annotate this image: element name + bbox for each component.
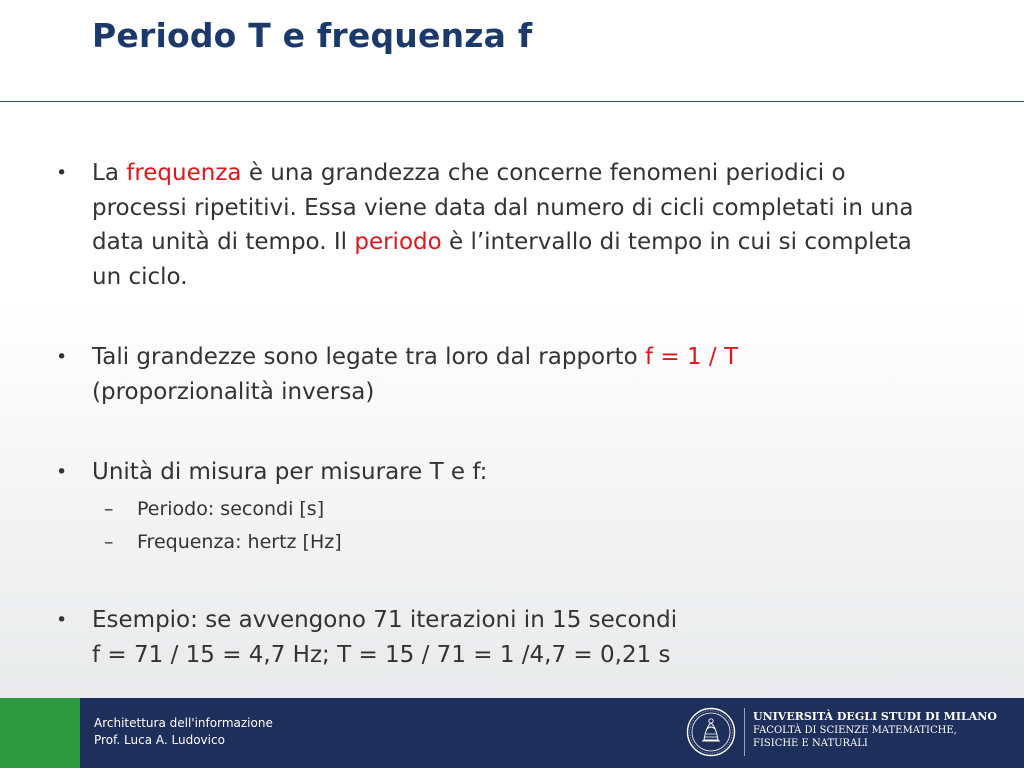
- bullet-marker: •: [56, 162, 68, 184]
- footer-accent-block: [0, 698, 80, 768]
- university-name: UNIVERSITÀ DEGLI STUDI DI MILANO: [753, 710, 997, 723]
- slide-footer: [0, 698, 1024, 768]
- faculty-name-line1: FACOLTÀ DI SCIENZE MATEMATICHE,: [753, 725, 957, 736]
- title-divider: [0, 101, 1024, 102]
- bullet-text: La frequenza è una grandezza che concerne fenomeni periodici o processi ripetitivi. Essa viene data dal numero di cicli completati in una data unità di tempo. Il periodo è l’intervallo di tempo in cui si completa un ciclo.: [92, 160, 914, 290]
- bullet-text: Tali grandezze sono legate tra loro dal rapporto f = 1 / T (proporzionalità inversa): [92, 344, 739, 405]
- bullet-units: [56, 455, 936, 490]
- bullet-marker: •: [56, 461, 68, 483]
- slide-title: Periodo T e frequenza f: [92, 16, 533, 55]
- bullet-marker: •: [56, 609, 68, 631]
- university-seal-icon: [686, 707, 736, 757]
- university-name-block: [753, 710, 997, 750]
- highlight-formula: f = 1 / T: [645, 344, 739, 370]
- bullet-relationship: [56, 340, 936, 410]
- bullet-example: [56, 603, 936, 673]
- sub-bullet-marker: –: [104, 531, 114, 553]
- footer-divider: [744, 708, 745, 756]
- bullet-marker: •: [56, 346, 68, 368]
- highlight-frequenza: frequenza: [126, 160, 242, 186]
- course-name: Architettura dell'informazione: [94, 716, 273, 730]
- bullet-text: Esempio: se avvengono 71 iterazioni in 15 secondi f = 71 / 15 = 4,7 Hz; T = 15 / 71 = 1 /4,7 = 0,21 s: [92, 607, 678, 668]
- bullet-text: Unità di misura per misurare T e f:: [92, 459, 488, 485]
- bullet-frequency-definition: [56, 156, 936, 296]
- highlight-periodo: periodo: [354, 229, 442, 255]
- sub-bullet-marker: –: [104, 498, 114, 520]
- footer-course-info: [94, 715, 273, 749]
- faculty-name-line2: FISICHE E NATURALI: [753, 738, 868, 749]
- teacher-name: Prof. Luca A. Ludovico: [94, 733, 225, 747]
